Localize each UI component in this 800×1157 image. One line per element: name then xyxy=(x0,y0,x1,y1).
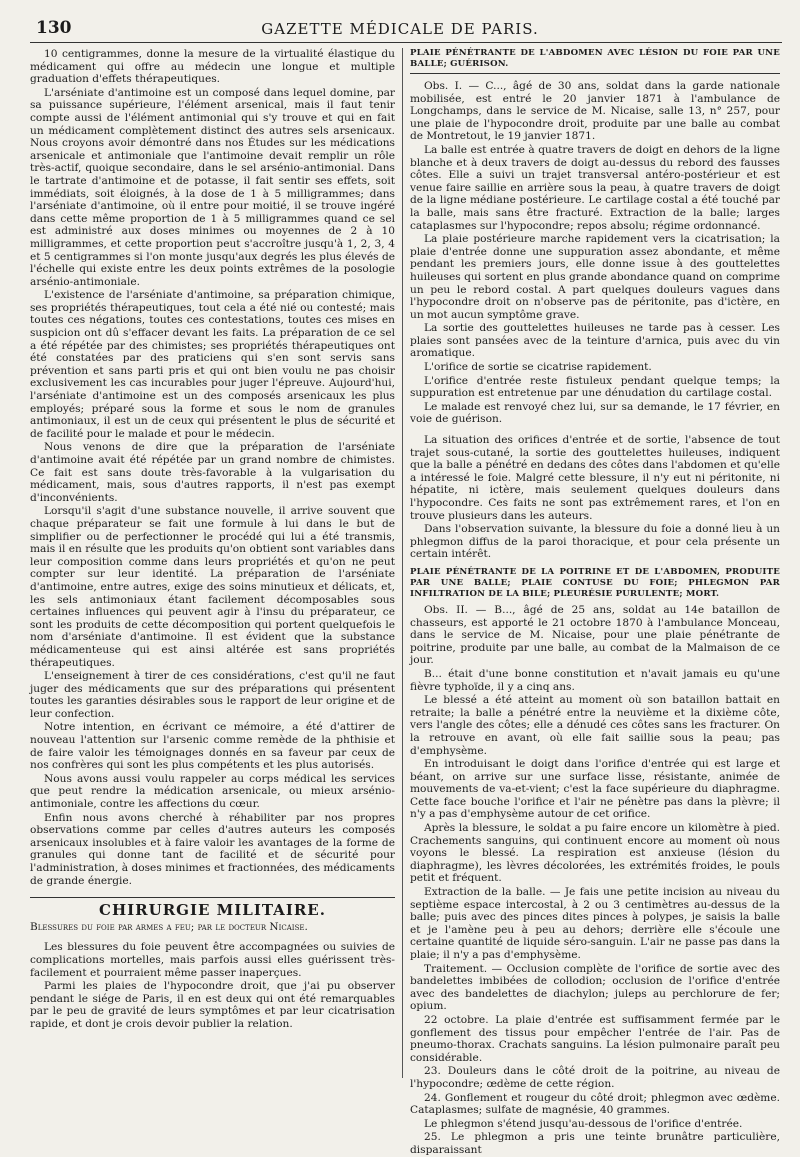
case-paragraph: Le malade est renvoyé chez lui, sur sa demande, le 17 février, en voie de guérison. xyxy=(410,400,780,426)
paragraph: L'existence de l'arséniate d'antimoine, sa préparation chimique, ses propriétés thérapeutiques, tout cela a été nié ou contesté; mais toutes ces négations, toutes ces contestations, toutes ces mises en suspicion ont dû s'effacer devant les faits. La préparation de ce sel a été répétée par des chimistes; ses propriétés thérapeutiques ont été constatées par des praticiens qui s'en sont servis sans prévention et sans parti pris et qui ont bien voulu ne pas choisir exclusivement les cas incurables pour juger l'épreuve. Aujourd'hui, l'arséniate d'antimoine est un des composés arsenicaux les plus employés; préparé sous la forme et sous le nom de granules antimoniaux, il est un de ceux qui présentent le plus de sécurité et de facilité pour le malade et pour le médecin. xyxy=(30,289,395,440)
page-number: 130 xyxy=(36,18,72,38)
paragraph: Enfin nous avons cherché à réhabiliter par nos propres observations comme par celles d'autres auteurs les composés arsenicaux insolubles et à faire valoir les avantages de la forme de granules qui donne tant de facilité et de sécurité pour l'administration, à doses minimes et fractionnées, des médicaments de grande énergie. xyxy=(30,811,395,887)
left-column xyxy=(30,48,395,1078)
paragraph: 10 centigrammes, donne la mesure de la virtualité élastique du médicament qui offre au médecin une longue et multiple graduation d'effets thérapeutiques. xyxy=(30,48,395,86)
page-header xyxy=(0,0,800,46)
case-paragraph: Après la blessure, le soldat a pu faire encore un kilomètre à pied. Crachements sanguins, qui continuent encore au moment où nous voyons le blessé. La respiration est anxieuse (lésion du diaphragme), les lèvres décolorées, les extrémités froides, le pouls petit et fréquent. xyxy=(410,822,780,885)
case-paragraph: Extraction de la balle. — Je fais une petite incision au niveau du septième espace intercostal, à 2 ou 3 centimètres au-dessus de la balle; puis avec des pinces dites pinces à polypes, je saisis la balle et je l'amène peu à peu au dehors; derrière elle s'écoule une certaine quantité de liquide séro-sanguin. L'air ne passe pas dans la plaie; il n'y a pas d'emphysème. xyxy=(410,886,780,961)
paragraph: Les blessures du foie peuvent être accompagnées ou suivies de complications mortelles, mais parfois aussi elles guérissent très-facilement et pourraient même passer inaperçues. xyxy=(30,941,395,979)
column-separator xyxy=(402,48,403,1078)
case-paragraph: L'orifice de sortie se cicatrise rapidement. xyxy=(424,361,652,374)
case1-heading: PLAIE PÉNÉTRANTE DE L'ABDOMEN AVEC LÉSION DU FOIE PAR UNE BALLE; GUÉRISON. xyxy=(410,48,780,74)
left-paragraphs-after xyxy=(30,941,395,1030)
section-title: CHIRURGIE MILITAIRE. xyxy=(30,897,395,917)
commentary-paragraph: Dans l'observation suivante, la blessure du foie a donné lieu à un phlegmon diffus de la paroi thoracique, et pour cela présente un certain intérêt. xyxy=(410,523,780,561)
paragraph: L'enseignement à tirer de ces considérations, c'est qu'il ne faut juger des médicaments que sur des préparations qui présentent toutes les garanties désirables sous le rapport de leur origine et de leur confection. xyxy=(30,670,395,720)
case-paragraph: L'orifice d'entrée reste fistuleux pendant quelque temps; la suppuration est entretenue par une dénudation du cartilage costal. xyxy=(410,374,780,400)
right-column xyxy=(410,48,780,1156)
case-paragraph: Le blessé a été atteint au moment où son bataillon battait en retraite; la balle a pénétré entre la neuvième et la dixième côte, vers l'angle des côtes; elle a dénudé ces côtes sans les fracturer. On la retrouve en avant, où elle fait saillie sous la peau; pas d'emphysème. xyxy=(410,694,780,757)
left-paragraphs-before xyxy=(30,48,395,887)
commentary-paragraphs xyxy=(410,434,780,561)
paragraph: Lorsqu'il s'agit d'une substance nouvelle, il arrive souvent que chaque préparateur se fait une formule à lui dans le but de simplifier ou de perfectionner le procédé qui lui a été transmis, mais il en résulte que les produits qu'on obtient sont variables dans leur composition comme dans leurs propriétés et qu'on ne peut compter sur leur identité. La préparation de l'arséniate d'antimoine, entre autres, exige des soins minutieux et délicats, et, les sels antimoniaux étant facilement décomposables sous certaines influences qui peuvent agir à l'insu du préparateur, ce sont les produits de cette décomposition qui portent quelquefois le nom d'arséniate d'antimoine. Il est évident que la substance médicamenteuse qui est ainsi altérée est sans propriétés thérapeutiques. xyxy=(30,505,395,669)
case-paragraph: 22 octobre. La plaie d'entrée est suffisamment fermée par le gonflement des tissus pour empêcher l'entrée de l'air. Pas de pneumo-thorax. Crachats sanguins. La lésion pulmonaire paraît peu considérable. xyxy=(410,1013,780,1064)
case-paragraph: En introduisant le doigt dans l'orifice d'entrée qui est large et béant, on arrive sur une surface lisse, résistante, animée de mouvements de va-et-vient; c'est la face supérieure du diaphragme. Cette face bouche l'orifice et l'air ne pénètre pas dans la plèvre; il n'y a pas d'emphysème autour de cet orifice. xyxy=(410,758,780,821)
commentary-paragraph: La situation des orifices d'entrée et de sortie, l'absence de tout trajet sous-cutané, la sortie des gouttelettes huileuses, indiquent que la balle a pénétré en dedans des côtes dans l'abdomen et qu'elle a intéressé le foie. Malgré cette blessure, il n'y eut ni péritonite, ni hépatite, ni ictère, mais seulement quelques douleurs dans l'hypocondre. Ces faits ne sont pas extrêmement rares, et l'on en trouve plusieurs dans les auteurs. xyxy=(410,434,780,522)
case2-heading: PLAIE PÉNÉTRANTE DE LA POITRINE ET DE L'ABDOMEN, PRODUITE PAR UNE BALLE; PLAIE CONTUSE DU FOIE; PHLEGMON PAR INFILTRATION DE LA BILE; PLEURÉSIE PURULENTE; MORT. xyxy=(410,566,780,599)
paragraph: Notre intention, en écrivant ce mémoire, a été d'attirer de nouveau l'attention sur l'arsenic comme remède de la phthisie et de faire valoir les témoignages donnés en sa faveur par ceux de nos confrères qui sont les plus compétents et les plus autorisés. xyxy=(30,721,395,772)
case2-paragraphs xyxy=(410,604,780,1157)
paragraph: Parmi les plaies de l'hypocondre droit, que j'ai pu observer pendant le siége de Paris, il en est deux qui ont été remarquables par le peu de gravité de leurs symptômes et par leur cicatrisation rapide, et dont je crois devoir publier la relation. xyxy=(30,980,395,1030)
paragraph: Nous avons aussi voulu rappeler au corps médical les services que peut rendre la médication arsenicale, ou mieux arsénio-antimoniale, contre les affections du cœur. xyxy=(30,772,395,811)
case-paragraph: 24. Gonflement et rougeur du côté droit; phlegmon avec œdème. Cataplasmes; sulfate de magnésie, 40 grammes. xyxy=(410,1091,780,1117)
case-paragraph: La balle est entrée à quatre travers de doigt en dehors de la ligne blanche et à deux travers de doigt au-dessus du rebord des fausses côtes. Elle a suivi un trajet transversal antéro-postérieur et est venue faire saillie en arrière sous la peau, à quatre travers de doigt de la ligne médiane postérieure. Le cartilage costal a été touché par la balle, mais sans être fracturé. Extraction de la balle; larges cataplasmes sur l'hypocondre; repos absolu; régime ordonnancé. xyxy=(410,143,780,232)
case-paragraph: Traitement. — Occlusion complète de l'orifice de sortie avec des bandelettes imbibées de collodion; occlusion de l'orifice d'entrée avec des bandelettes de diachylon; juleps au perchlorure de fer; opium. xyxy=(410,962,780,1013)
case-paragraph: 23. Douleurs dans le côté droit de la poitrine, au niveau de l'hypocondre; œdème de cette région. xyxy=(410,1065,780,1090)
case-paragraph: Obs. I. — C..., âgé de 30 ans, soldat dans la garde nationale mobilisée, est entré le 20 janvier 1871 à l'ambulance de Longchamps, dans le service de M. Nicaise, salle 13, n° 257, pour une plaie de l'hypocondre droit, produite par une balle au combat de Montretout, le 19 janvier 1871. xyxy=(410,80,780,143)
paragraph: L'arséniate d'antimoine est un composé dans lequel domine, par sa puissance supérieure, l'élément arsenical, mais il faut tenir compte aussi de l'élément antimonial qui s'y trouve et qui en fait un médicament complètement distinct des autres sels arsenicaux. Nous croyons avoir démontré dans nos Études sur les médications arsenicale et antimoniale que l'antimoine devait remplir un rôle très-actif, quoique secondaire, dans le sel arsénio-antimonial. Dans le tartrate d'antimoine et de potasse, il fait sentir ses effets, soit immédiats, soit éloignés, à la dose de 1 à 5 milligrammes; dans l'arséniate d'antimoine, où il entre pour moitié, il se trouve ingéré dans cette même proportion de 1 à 5 milligrammes quand ce sel est administré aux doses minimes ou moyennes de 2 à 10 milligrammes, et cette proportion peut s'accroître jusqu'à 1, 2, 3, 4 et 5 centigrammes si l'on monte jusqu'aux degrés les plus élevés de l'échelle qui existe entre les deux points extrêmes de la posologie arsénio-antimoniale. xyxy=(30,86,396,288)
case-paragraph: 25. Le phlegmon a pris une teinte brunâtre particulière, disparaissant xyxy=(410,1131,780,1156)
journal-title: GAZETTE MÉDICALE DE PARIS. xyxy=(261,20,539,38)
case-paragraph: Le phlegmon s'étend jusqu'au-dessous de l'orifice d'entrée. xyxy=(424,1117,743,1130)
article-subheading: Blessures du foie par armes a feu; par le docteur Nicaise. xyxy=(30,920,308,933)
case-paragraph: La sortie des gouttelettes huileuses ne tarde pas à cesser. Les plaies sont pansées avec de la teinture d'arnica, puis avec du vin aromatique. xyxy=(410,322,780,360)
header-rule xyxy=(30,42,782,43)
paragraph: Nous venons de dire que la préparation de l'arséniate d'antimoine avait été répétée par un grand nombre de chimistes. Ce fait est sans doute très-favorable à la vulgarisation du médicament, mais, sous d'autres rapports, il n'est pas exempt d'inconvénients. xyxy=(30,441,395,504)
case1-paragraphs xyxy=(410,80,780,426)
case-paragraph: Obs. II. — B..., âgé de 25 ans, soldat au 14e bataillon de chasseurs, est apporté le 21 octobre 1870 à l'ambulance Monceau, dans le service de M. Nicaise, pour une plaie pénétrante de poitrine, produite par une balle, au combat de la Malmaison de ce jour. xyxy=(410,603,780,667)
case-paragraph: B... était d'une bonne constitution et n'avait jamais eu qu'une fièvre typhoïde, il y a cinq ans. xyxy=(410,667,780,693)
case-paragraph: La plaie postérieure marche rapidement vers la cicatrisation; la plaie d'entrée donne une suppuration assez abondante, et même pendant les premiers jours, elle donne issue à des gouttelettes huileuses qui sortent en plus grande abondance quand on comprime un peu le rebord costal. A part quelques douleurs vagues dans l'hypocondre droit on n'observe pas de péritonite, pas d'ictère, en un mot aucun symptôme grave. xyxy=(410,233,780,321)
